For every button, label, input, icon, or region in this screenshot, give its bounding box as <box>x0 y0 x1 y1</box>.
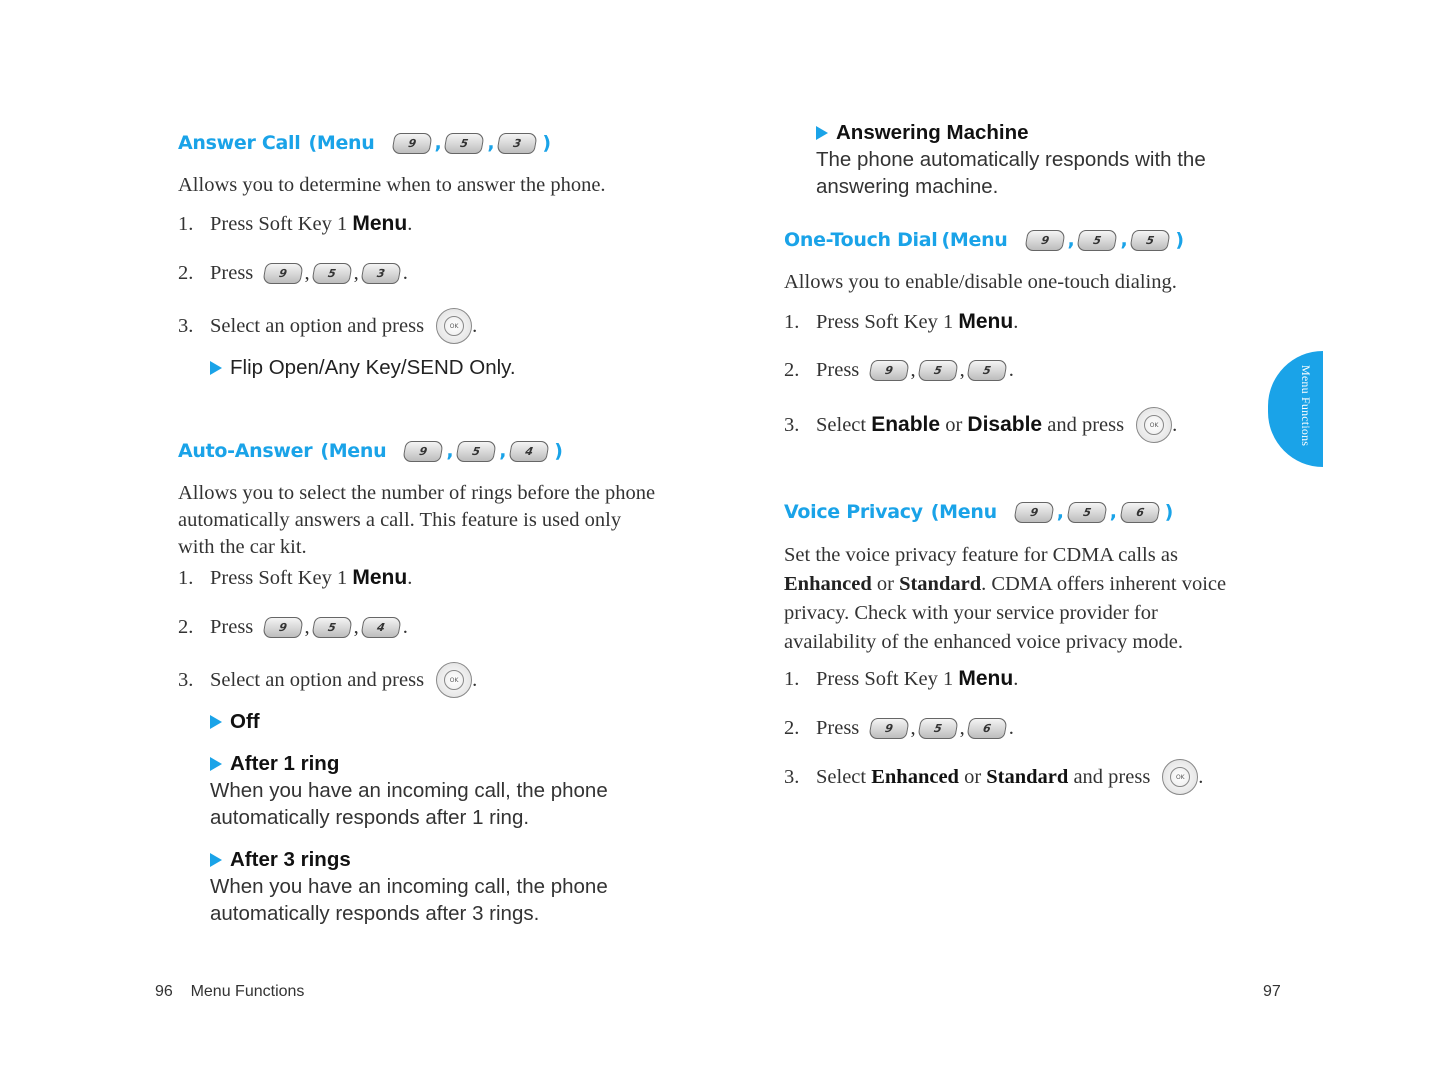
bullet-arrow-icon <box>210 361 222 375</box>
key-3-icon: 3 <box>496 133 538 154</box>
key-5-icon: 5 <box>1066 502 1108 523</box>
answer-call-heading: Answer Call (Menu 9 , 5 , 3 ) <box>178 132 551 154</box>
key-9-icon: 9 <box>402 441 444 462</box>
key-9-icon: 9 <box>262 617 304 638</box>
answer-call-step-1: 1. Press Soft Key 1 Menu . <box>178 212 413 235</box>
ok-button-icon: OK <box>1136 407 1172 443</box>
page-number-left: 96 <box>155 983 173 1000</box>
key-3-icon: 3 <box>360 263 402 284</box>
one-touch-step-2: 2. Press 9 , 5 , 5 . <box>784 359 1014 381</box>
key-9-icon: 9 <box>868 360 910 381</box>
key-5-icon: 5 <box>966 360 1008 381</box>
key-5-icon: 5 <box>1077 230 1119 251</box>
one-touch-menu-label: (Menu <box>941 229 1008 251</box>
key-4-icon: 4 <box>508 441 550 462</box>
footer-title: Menu Functions <box>190 983 305 1000</box>
ok-button-icon: OK <box>436 308 472 344</box>
section-tab <box>1268 351 1323 467</box>
section-tab-label: Menu Functions <box>1299 365 1313 447</box>
auto-answer-step-2: 2. Press 9 , 5 , 4 . <box>178 616 408 638</box>
key-4-icon: 4 <box>360 617 402 638</box>
voice-privacy-step-2: 2. Press 9 , 5 , 6 . <box>784 717 1014 739</box>
one-touch-heading: One-Touch Dial (Menu 9 , 5 , 5 ) <box>784 229 1184 251</box>
page-number-right: 97 <box>1263 983 1281 1000</box>
key-5-icon: 5 <box>311 263 353 284</box>
key-9-icon: 9 <box>1024 230 1066 251</box>
auto-answer-intro: Allows you to select the number of rings before the phone automatically answers a call. This feature is used only with the car kit. <box>178 482 656 558</box>
one-touch-step-3: 3. Select Enable or Disable and press OK . <box>784 407 1177 443</box>
key-5-icon: 5 <box>917 360 959 381</box>
bullet-arrow-icon <box>816 126 828 140</box>
voice-privacy-menu-label: (Menu <box>930 501 997 523</box>
answer-call-option: Flip Open/Any Key/SEND Only. <box>210 356 516 380</box>
answer-call-step-3: 3. Select an option and press OK . <box>178 308 477 344</box>
one-touch-step-1: 1. Press Soft Key 1 Menu . <box>784 310 1019 333</box>
bullet-arrow-icon <box>210 715 222 729</box>
key-9-icon: 9 <box>868 718 910 739</box>
ok-button-icon: OK <box>1162 759 1198 795</box>
voice-privacy-intro: Set the voice privacy feature for CDMA calls as Enhanced or Standard. CDMA offers inherent voice privacy. Check with your service provider for availability of the enhanced voice privacy mode. <box>784 544 1227 653</box>
auto-answer-option-off: Off <box>210 710 260 734</box>
ok-button-icon: OK <box>436 662 472 698</box>
answer-call-title: Answer Call <box>178 132 301 154</box>
auto-answer-step-3: 3. Select an option and press OK . <box>178 662 477 698</box>
key-5-icon: 5 <box>917 718 959 739</box>
key-9-icon: 9 <box>262 263 304 284</box>
auto-answer-menu-label: (Menu <box>320 440 387 462</box>
key-9-icon: 9 <box>1013 502 1055 523</box>
auto-answer-step-1: 1. Press Soft Key 1 Menu . <box>178 566 413 589</box>
bullet-arrow-icon <box>210 853 222 867</box>
one-touch-title: One-Touch Dial <box>784 229 938 251</box>
answer-call-intro: Allows you to determine when to answer the phone. <box>178 174 606 196</box>
voice-privacy-heading: Voice Privacy (Menu 9 , 5 , 6 ) <box>784 501 1174 523</box>
left-footer <box>155 983 304 1001</box>
one-touch-intro: Allows you to enable/disable one-touch dialing. <box>784 271 1177 293</box>
auto-answer-heading: Auto-Answer (Menu 9 , 5 , 4 ) <box>178 440 563 462</box>
key-9-icon: 9 <box>391 133 433 154</box>
key-6-icon: 6 <box>966 718 1008 739</box>
bullet-arrow-icon <box>210 757 222 771</box>
key-5-icon: 5 <box>1130 230 1172 251</box>
voice-privacy-step-1: 1. Press Soft Key 1 Menu . <box>784 667 1019 690</box>
answer-call-menu-label: (Menu <box>308 132 375 154</box>
key-5-icon: 5 <box>455 441 497 462</box>
answer-call-step-2: 2. Press 9 , 5 , 3 . <box>178 262 408 284</box>
answering-machine-option: Answering Machine The phone automatically responds with the answering machine. <box>816 121 1206 198</box>
voice-privacy-title: Voice Privacy <box>784 501 923 523</box>
key-6-icon: 6 <box>1119 502 1161 523</box>
key-5-icon: 5 <box>311 617 353 638</box>
auto-answer-title: Auto-Answer <box>178 440 313 462</box>
voice-privacy-step-3: 3. Select Enhanced or Standard and press OK . <box>784 759 1203 795</box>
auto-answer-option-after-1: After 1 ring When you have an incoming call, the phone automatically responds after 1 ring. <box>210 752 608 829</box>
key-5-icon: 5 <box>444 133 486 154</box>
auto-answer-option-after-3: After 3 rings When you have an incoming call, the phone automatically responds after 3 rings. <box>210 848 608 925</box>
